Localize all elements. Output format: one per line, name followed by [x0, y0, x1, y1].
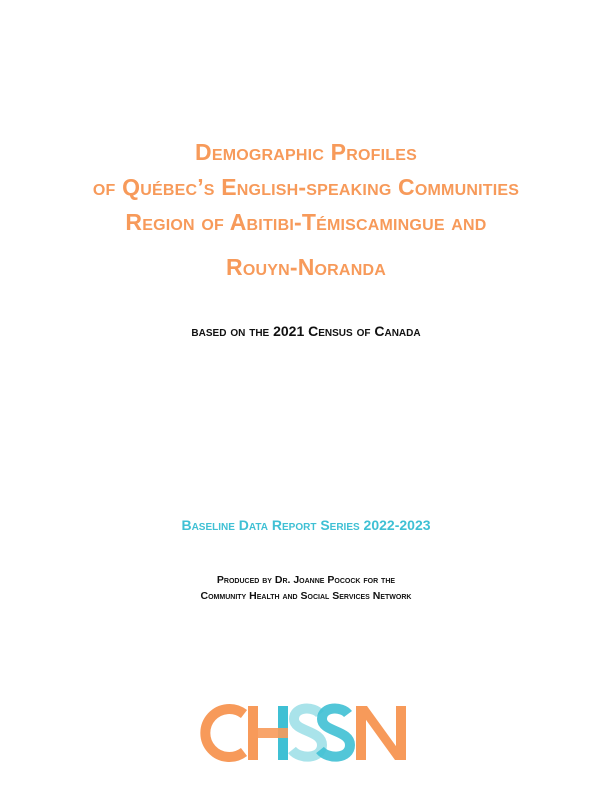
- produced-by-line-2: Community Health and Social Services Network: [200, 590, 412, 602]
- title-line-4: Rouyn-Noranda: [226, 254, 386, 280]
- logo-letter-h: [248, 706, 288, 760]
- chssn-logo: [196, 700, 416, 766]
- title-line-2: of Québec’s English-speaking Communities: [92, 174, 520, 200]
- census-subtitle: based on the 2021 Census of Canada: [191, 323, 421, 339]
- report-title: [0, 135, 612, 285]
- title-line-3: Region of Abitibi-Témiscamingue and: [125, 209, 487, 235]
- logo-letter-s-2: [320, 709, 350, 757]
- report-series: Baseline Data Report Series 2022-2023: [181, 517, 431, 533]
- title-line-1: Demographic Profiles: [195, 139, 417, 165]
- logo-letter-c: [205, 709, 244, 757]
- logo-letter-n: [356, 706, 406, 760]
- produced-by-line-1: Produced by Dr. Joanne Pocock for the: [216, 574, 396, 586]
- produced-by: [0, 572, 612, 604]
